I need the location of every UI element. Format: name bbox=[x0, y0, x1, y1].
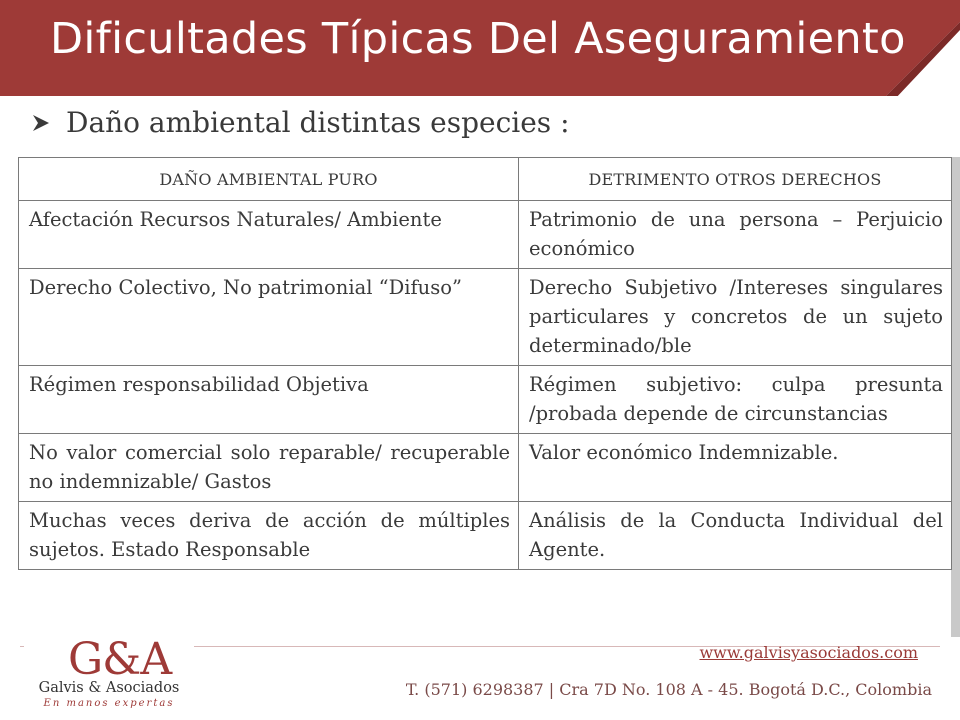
table-cell: Análisis de la Conducta Individual del Agente. bbox=[519, 502, 952, 570]
table-row bbox=[19, 201, 952, 269]
arrow-bullet-icon bbox=[30, 112, 52, 134]
column-header-other-rights: DETRIMENTO OTROS DERECHOS bbox=[519, 158, 952, 201]
bullet-text: Daño ambiental distintas especies : bbox=[66, 106, 570, 139]
bullet-line bbox=[30, 106, 570, 139]
table-row bbox=[19, 502, 952, 570]
column-header-pure-damage: DAÑO AMBIENTAL PURO bbox=[19, 158, 519, 201]
table-cell: No valor comercial solo reparable/ recuperable no indemnizable/ Gastos bbox=[19, 434, 519, 502]
comparison-table bbox=[18, 157, 952, 570]
website-link[interactable]: www.galvisyasociados.com bbox=[699, 643, 918, 662]
logo-company-name: Galvis & Asociados bbox=[38, 680, 180, 696]
table-row bbox=[19, 434, 952, 502]
table-shadow-right bbox=[951, 157, 960, 637]
table-row bbox=[19, 269, 952, 366]
table-cell: Derecho Subjetivo /Intereses singulares particulares y concretos de un sujeto determinado/ble bbox=[519, 269, 952, 366]
company-logo bbox=[24, 634, 194, 714]
slide-title: Dificultades Típicas Del Aseguramiento bbox=[50, 14, 906, 64]
logo-mark: G&A bbox=[68, 634, 172, 685]
table-row bbox=[19, 366, 952, 434]
title-banner bbox=[0, 0, 960, 96]
table-cell: Régimen responsabilidad Objetiva bbox=[19, 366, 519, 434]
table-cell: Muchas veces deriva de acción de múltiples sujetos. Estado Responsable bbox=[19, 502, 519, 570]
table-header-row bbox=[19, 158, 952, 201]
table-cell: Patrimonio de una persona – Perjuicio económico bbox=[519, 201, 952, 269]
logo-tagline: En manos expertas bbox=[43, 698, 175, 709]
contact-address: T. (571) 6298387 | Cra 7D No. 108 A - 45. Bogotá D.C., Colombia bbox=[405, 680, 932, 699]
comparison-table-wrapper bbox=[18, 157, 951, 570]
table-cell: Afectación Recursos Naturales/ Ambiente bbox=[19, 201, 519, 269]
table-cell: Régimen subjetivo: culpa presunta /probada depende de circunstancias bbox=[519, 366, 952, 434]
table-cell: Valor económico Indemnizable. bbox=[519, 434, 952, 502]
table-cell: Derecho Colectivo, No patrimonial “Difuso” bbox=[19, 269, 519, 366]
